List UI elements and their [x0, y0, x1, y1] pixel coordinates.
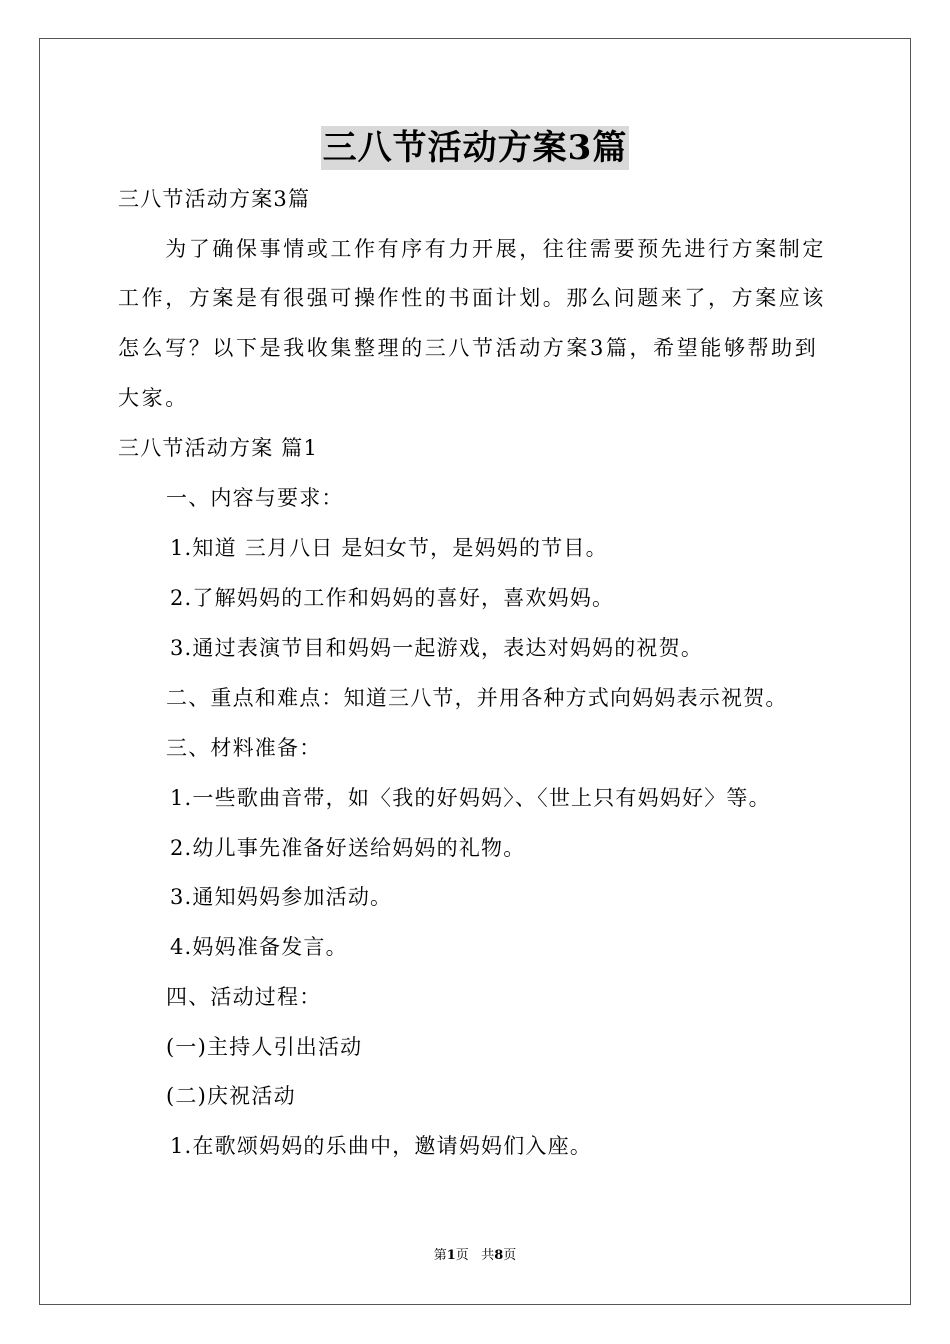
- list-item: 3.通过表演节目和妈妈一起游戏，表达对妈妈的祝贺。: [170, 636, 704, 660]
- list-item: 1.一些歌曲音带，如〈我的好妈妈〉、〈世上只有妈妈好〉等。: [170, 786, 771, 810]
- footer-page-prefix: 第: [433, 1248, 447, 1263]
- list-item: 2.了解妈妈的工作和妈妈的喜好，喜欢妈妈。: [170, 586, 615, 610]
- footer-total-suffix: 页: [503, 1248, 517, 1263]
- page-border: [39, 38, 911, 1305]
- list-item: 2.幼儿事先准备好送给妈妈的礼物。: [170, 836, 526, 860]
- intro-line-4: 大家。: [118, 386, 189, 410]
- footer-page-number: 1: [446, 1248, 456, 1263]
- list-item: 1.在歌颂妈妈的乐曲中，邀请妈妈们入座。: [170, 1134, 593, 1158]
- list-item: 4.妈妈准备发言。: [170, 935, 348, 959]
- list-item: (一)主持人引出活动: [166, 1035, 363, 1059]
- document-title: 三八节活动方案3篇: [322, 128, 628, 168]
- document-subtitle: 三八节活动方案3篇: [118, 187, 311, 211]
- list-item: 1.知道 三月八日 是妇女节，是妈妈的节目。: [170, 536, 608, 560]
- intro-line-3: 怎么写？以下是我收集整理的三八节活动方案3篇，希望能够帮助到: [118, 336, 819, 360]
- list-item: 三、材料准备：: [166, 736, 322, 760]
- title-container: [0, 126, 950, 170]
- list-item: 3.通知妈妈参加活动。: [170, 885, 393, 909]
- list-item: 一、内容与要求：: [166, 486, 344, 510]
- section-heading: 三八节活动方案 篇1: [118, 436, 319, 460]
- list-item: 四、活动过程：: [166, 985, 322, 1009]
- footer-total-prefix: 共: [481, 1248, 495, 1263]
- footer-total-pages: 8: [494, 1248, 504, 1263]
- intro-line-1: 为了确保事情或工作有序有力开展，往往需要预先进行方案制定: [118, 237, 826, 261]
- page-footer: [0, 1247, 950, 1265]
- intro-line-2: 工作，方案是有很强可操作性的书面计划。那么问题来了，方案应该: [118, 286, 826, 310]
- list-item: 二、重点和难点：知道三八节，并用各种方式向妈妈表示祝贺。: [166, 686, 788, 710]
- list-item: (二)庆祝活动: [166, 1084, 296, 1108]
- footer-page-suffix: 页: [455, 1248, 469, 1263]
